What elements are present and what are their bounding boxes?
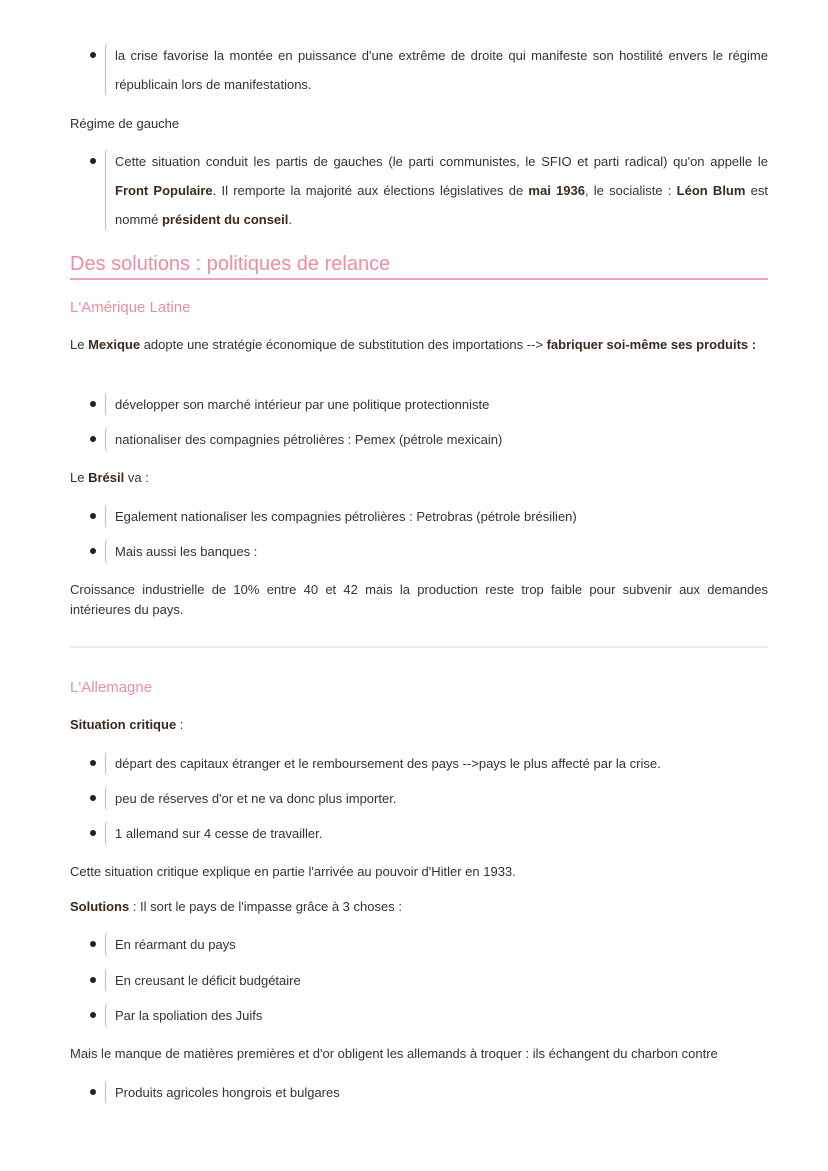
bullet-icon bbox=[90, 977, 96, 983]
text: En réarmant du pays bbox=[115, 936, 236, 952]
text: : Il sort le pays de l'impasse grâce à 3 choses : bbox=[129, 899, 402, 914]
text: Régime de gauche bbox=[70, 116, 180, 131]
list-item bbox=[70, 425, 768, 454]
list-item bbox=[70, 784, 768, 813]
quote-bar bbox=[105, 786, 110, 811]
text: 1 allemand sur 4 cesse de travailler. bbox=[115, 825, 323, 841]
quote-bar bbox=[105, 392, 110, 417]
text: L'Allemagne bbox=[70, 679, 153, 696]
list-item-text bbox=[115, 930, 768, 959]
quote-bar bbox=[105, 43, 110, 97]
list-item bbox=[70, 537, 768, 566]
bold-text: président du conseil bbox=[161, 211, 289, 227]
quote-bar bbox=[105, 539, 110, 564]
bold-text: Mexique bbox=[88, 337, 141, 352]
text: , le socialiste : bbox=[584, 182, 677, 198]
list-item-text bbox=[115, 1078, 768, 1107]
list-item bbox=[70, 147, 768, 234]
text: adopte une stratégie économique de substitution des importations --> bbox=[140, 337, 547, 352]
text: Mais aussi les banques : bbox=[115, 543, 258, 559]
quote-bar bbox=[105, 1003, 110, 1028]
text: va : bbox=[124, 470, 149, 485]
text: est nommé bbox=[115, 182, 768, 227]
text: peu de réserves d'or et ne va donc plus importer. bbox=[115, 790, 397, 806]
list-item bbox=[70, 1001, 768, 1030]
list-item-text bbox=[115, 41, 768, 99]
list-item bbox=[70, 1078, 768, 1107]
text: Egalement nationaliser les compagnies pétrolières : Petrobras (pétrole brésilien) bbox=[115, 508, 577, 524]
bullet-icon bbox=[90, 1012, 96, 1018]
bold-text: mai 1936 bbox=[528, 182, 585, 198]
list-item-text bbox=[115, 147, 768, 234]
paragraph bbox=[70, 715, 768, 735]
text: : bbox=[176, 717, 184, 732]
list-item bbox=[70, 966, 768, 995]
bold-text: Léon Blum bbox=[676, 182, 746, 198]
list-item-text bbox=[115, 784, 768, 813]
bullet-icon bbox=[90, 760, 96, 766]
section-heading bbox=[70, 251, 768, 280]
bullet-icon bbox=[90, 52, 96, 58]
paragraph bbox=[70, 114, 768, 134]
bold-text: Situation critique bbox=[70, 717, 177, 732]
list-item bbox=[70, 749, 768, 778]
list-item-text bbox=[115, 537, 768, 566]
text: Produits agricoles hongrois et bulgares bbox=[115, 1084, 340, 1100]
divider bbox=[70, 646, 768, 648]
subsection-heading bbox=[70, 298, 768, 318]
text: nationaliser des compagnies pétrolières : Pemex (pétrole mexicain) bbox=[115, 431, 503, 447]
quote-bar bbox=[105, 504, 110, 529]
paragraph bbox=[70, 1044, 768, 1064]
list-item-text bbox=[115, 390, 768, 419]
subsection-heading bbox=[70, 678, 768, 698]
text: Par la spoliation des Juifs bbox=[115, 1007, 263, 1023]
list-item bbox=[70, 41, 768, 99]
bold-text: Brésil bbox=[88, 470, 125, 485]
text: départ des capitaux étranger et le remboursement des pays -->pays le plus affecté par la crise. bbox=[115, 755, 661, 771]
text: Cette situation conduit les partis de gauches (le parti communistes, le SFIO et parti radical) qu'on appelle le bbox=[115, 153, 768, 169]
text: la crise favorise la montée en puissance d'une extrême de droite qui manifeste son hostilité envers le régime républicain lors de manifestations. bbox=[115, 47, 768, 92]
list-item-text bbox=[115, 819, 768, 848]
bullet-icon bbox=[90, 436, 96, 442]
quote-bar bbox=[105, 149, 110, 232]
text: Croissance industrielle de 10% entre 40 et 42 mais la production reste trop faible pour subvenir aux demandes intérieures du pays. bbox=[70, 582, 768, 617]
paragraph bbox=[70, 897, 768, 917]
text: Cette situation critique explique en partie l'arrivée au pouvoir d'Hitler en 1933. bbox=[70, 864, 516, 879]
list-item bbox=[70, 930, 768, 959]
bullet-icon bbox=[90, 830, 96, 836]
text: Le bbox=[70, 337, 89, 352]
paragraph bbox=[70, 580, 768, 620]
bold-text: fabriquer soi-même ses produits : bbox=[546, 337, 757, 352]
list-item bbox=[70, 502, 768, 531]
bullet-icon bbox=[90, 401, 96, 407]
bullet-icon bbox=[90, 795, 96, 801]
paragraph bbox=[70, 862, 768, 882]
bullet-icon bbox=[90, 548, 96, 554]
text: Le bbox=[70, 470, 89, 485]
list-item-text bbox=[115, 749, 768, 778]
quote-bar bbox=[105, 1080, 110, 1105]
paragraph bbox=[70, 335, 768, 355]
paragraph bbox=[70, 468, 768, 488]
text: En creusant le déficit budgétaire bbox=[115, 972, 301, 988]
bullet-icon bbox=[90, 941, 96, 947]
text: Mais le manque de matières premières et d'or obligent les allemands à troquer : ils échangent du charbon contre bbox=[70, 1046, 718, 1061]
quote-bar bbox=[105, 932, 110, 957]
bullet-icon bbox=[90, 513, 96, 519]
bullet-icon bbox=[90, 158, 96, 164]
quote-bar bbox=[105, 427, 110, 452]
bullet-icon bbox=[90, 1089, 96, 1095]
bold-text: Front Populaire bbox=[115, 182, 213, 198]
list-item-text bbox=[115, 966, 768, 995]
list-item-text bbox=[115, 425, 768, 454]
quote-bar bbox=[105, 751, 110, 776]
text: . bbox=[288, 211, 293, 227]
text: Des solutions : politiques de relance bbox=[70, 253, 391, 275]
bold-text: Solutions bbox=[70, 899, 130, 914]
text: L'Amérique Latine bbox=[70, 299, 191, 316]
list-item bbox=[70, 390, 768, 419]
quote-bar bbox=[105, 821, 110, 846]
text: développer son marché intérieur par une politique protectionniste bbox=[115, 396, 490, 412]
quote-bar bbox=[105, 968, 110, 993]
list-item-text bbox=[115, 502, 768, 531]
list-item bbox=[70, 819, 768, 848]
text: . Il remporte la majorité aux élections législatives de bbox=[212, 182, 529, 198]
list-item-text bbox=[115, 1001, 768, 1030]
